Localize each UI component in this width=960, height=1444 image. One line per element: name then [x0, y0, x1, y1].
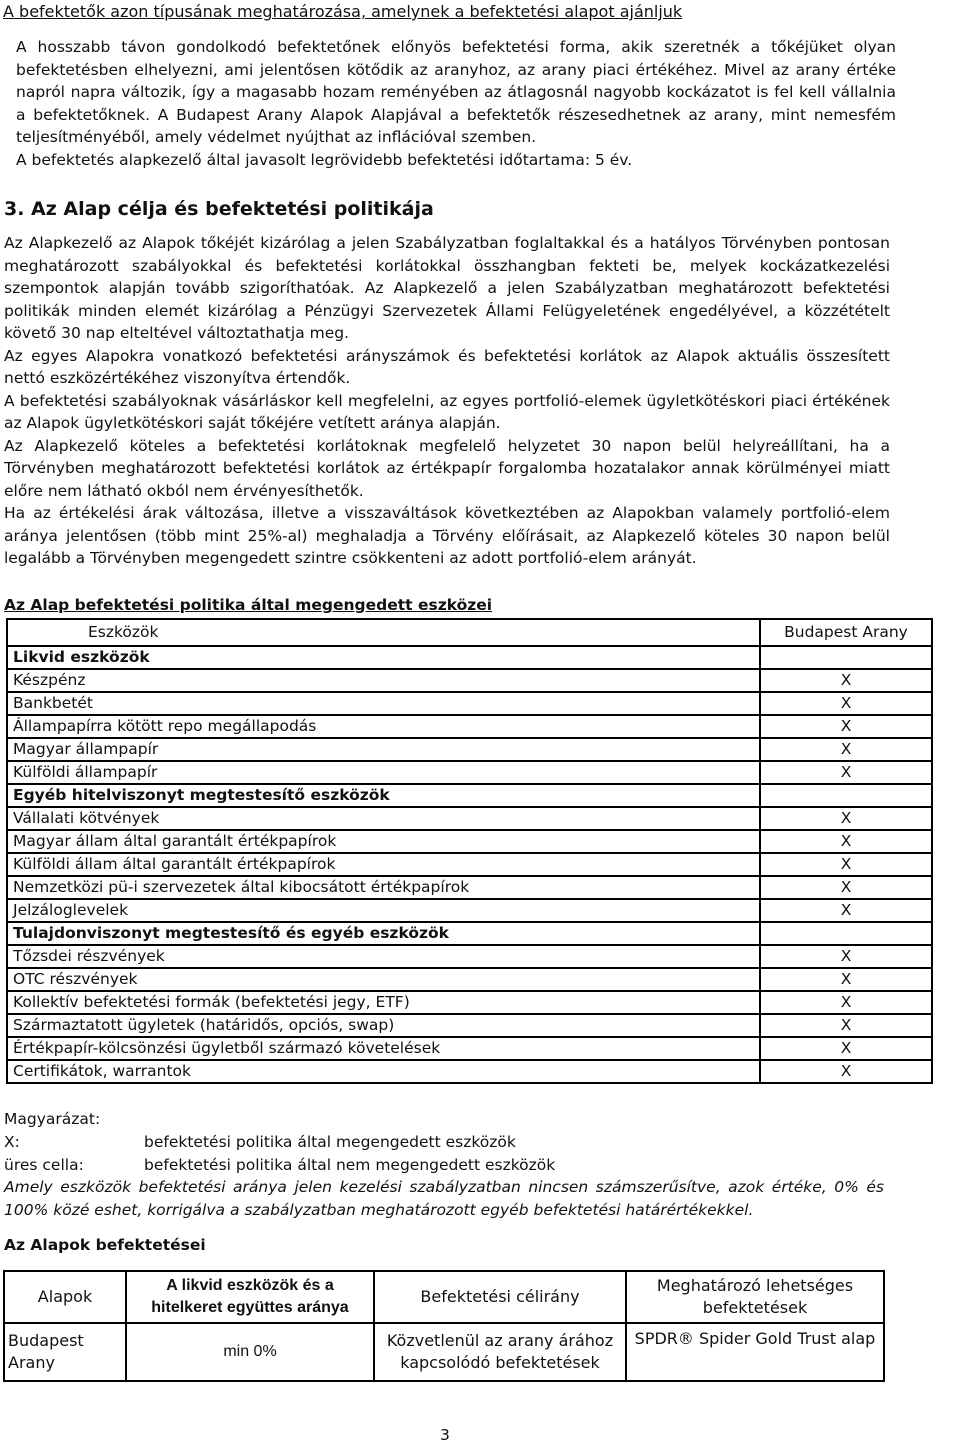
- allowed-mark: X: [760, 876, 932, 899]
- allowed-mark: X: [760, 1060, 932, 1083]
- asset-label: Kollektív befektetési formák (befektetési jegy, ETF): [7, 991, 760, 1014]
- header-cell-funds: Alapok: [4, 1271, 126, 1323]
- allowed-mark: X: [760, 761, 932, 784]
- funds-investments-table: [3, 1270, 885, 1382]
- asset-label: Állampapírra kötött repo megállapodás: [7, 715, 760, 738]
- legend-title: Magyarázat:: [4, 1110, 101, 1128]
- legend-item: [4, 1154, 555, 1176]
- header-cell-liquid-ratio: A likvid eszközök és a hitelkeret együttes aránya: [126, 1271, 374, 1323]
- allowed-mark: X: [760, 968, 932, 991]
- legend-key: X:: [4, 1133, 20, 1151]
- legend-key: üres cella:: [4, 1156, 84, 1174]
- asset-label: OTC részvények: [7, 968, 760, 991]
- header-cell-target: Befektetési célirány: [374, 1271, 626, 1323]
- table-header-row: [4, 1271, 884, 1323]
- asset-label: Magyar állampapír: [7, 738, 760, 761]
- table-row-category: [7, 784, 932, 807]
- table-header-row: [7, 619, 932, 646]
- table-row: [7, 738, 932, 761]
- table-row: [7, 692, 932, 715]
- header-cell-key-investments: Meghatározó lehetséges befektetések: [626, 1271, 884, 1323]
- table-row: [4, 1323, 884, 1381]
- asset-label: Nemzetközi pü-i szervezetek által kibocsátott értékpapírok: [7, 876, 760, 899]
- allowed-mark: [760, 922, 932, 945]
- legend-item: [4, 1131, 516, 1153]
- paragraph: Az egyes Alapokra vonatkozó befektetési arányszámok és befektetési korlátok az Alapok aktuális összesített nettó eszközértékéhez viszonyítva értendők.: [4, 346, 890, 387]
- paragraph: A befektetési szabályoknak vásárláskor kell megfelelni, az egyes portfolió-elemek ügyletkötéskori piaci értékének az Alapok ügyletkötéskori saját tőkéjére vetített aránya alapján.: [4, 391, 890, 432]
- category-label: Tulajdonviszonyt megtestesítő és egyéb eszközök: [7, 922, 760, 945]
- allowed-mark: X: [760, 738, 932, 761]
- table-row: [7, 1014, 932, 1037]
- allowed-mark: X: [760, 1037, 932, 1060]
- section-investor-type-body: [16, 36, 896, 171]
- table-row: [7, 715, 932, 738]
- table-row-category: [7, 646, 932, 669]
- asset-label: Tőzsdei részvények: [7, 945, 760, 968]
- header-cell-assets: Eszközök: [7, 619, 760, 646]
- allowed-mark: X: [760, 991, 932, 1014]
- paragraph: A befektetés alapkezelő által javasolt legrövidebb befektetési időtartama: 5 év.: [16, 150, 633, 169]
- table-row: [7, 807, 932, 830]
- asset-label: Készpénz: [7, 669, 760, 692]
- asset-label: Értékpapír-kölcsönzési ügyletből származó követelések: [7, 1037, 760, 1060]
- table-row: [7, 1037, 932, 1060]
- allowed-mark: X: [760, 830, 932, 853]
- permitted-assets-table: [6, 618, 933, 1084]
- asset-label: Vállalati kötvények: [7, 807, 760, 830]
- allowed-mark: X: [760, 715, 932, 738]
- page-number: 3: [440, 1426, 450, 1444]
- table-row: [7, 899, 932, 922]
- section-fund-policy-body: [4, 232, 890, 570]
- table-row: [7, 968, 932, 991]
- table-row: [7, 945, 932, 968]
- paragraph: Ha az értékelési árak változása, illetve a visszaváltások következtében az Alapokban valamely portfolió-elem aránya jelentősen (több mint 25%-al) meghaladja a Törvény előírásait, az Alapkezelő köteles 30 napon belül legalább a Törvényben megengedett szintre csökkenteni az adott portfolió-elem arányát.: [4, 504, 890, 567]
- table-row: [7, 830, 932, 853]
- asset-label: Külföldi állam által garantált értékpapírok: [7, 853, 760, 876]
- table-row-category: [7, 922, 932, 945]
- category-label: Egyéb hitelviszonyt megtestesítő eszközök: [7, 784, 760, 807]
- asset-label: Magyar állam által garantált értékpapírok: [7, 830, 760, 853]
- allowed-mark: [760, 784, 932, 807]
- section-heading-fund-policy: 3. Az Alap célja és befektetési politikája: [4, 198, 434, 220]
- legend-text: befektetési politika által nem megengedett eszközök: [144, 1156, 556, 1174]
- allowed-mark: X: [760, 807, 932, 830]
- asset-label: Származtatott ügyletek (határidős, opciós, swap): [7, 1014, 760, 1037]
- allowed-mark: X: [760, 853, 932, 876]
- legend-note: Amely eszközök befektetési aránya jelen kezelési szabályzatban nincsen számszerűsítve, azok értéke, 0% és 100% közé eshet, korrigálva a szabályzatban meghatározott egyéb befektetési határértékekkel.: [4, 1178, 884, 1219]
- allowed-mark: X: [760, 945, 932, 968]
- allowed-mark: X: [760, 692, 932, 715]
- asset-label: Certifikátok, warrantok: [7, 1060, 760, 1083]
- legend-text: befektetési politika által megengedett eszközök: [144, 1133, 516, 1151]
- asset-label: Külföldi állampapír: [7, 761, 760, 784]
- asset-label: Bankbetét: [7, 692, 760, 715]
- paragraph: Az Alapkezelő köteles a befektetési korlátoknak megfelelő helyzetet 30 napon belül helyreállítani, ha a Törvényben meghatározott befektetési korlátok az értékpapír forgalomba hozatalakor annak körülményei miatt előre nem látható okból nem érvényesíthetők.: [4, 436, 890, 500]
- assets-table-title: Az Alap befektetési politika által megengedett eszközei: [4, 596, 493, 614]
- table-row: [7, 876, 932, 899]
- section-title-investor-type: A befektetők azon típusának meghatározása, amelynek a befektetési alapot ajánljuk: [3, 2, 683, 21]
- table-row: [7, 991, 932, 1014]
- asset-label: Jelzáloglevelek: [7, 899, 760, 922]
- table-row: [7, 1060, 932, 1083]
- table-row: [7, 853, 932, 876]
- key-investment-value: SPDR® Spider Gold Trust alap: [626, 1323, 884, 1381]
- allowed-mark: X: [760, 899, 932, 922]
- allowed-mark: X: [760, 669, 932, 692]
- fund-name: Budapest Arany: [4, 1323, 126, 1381]
- category-label: Likvid eszközök: [7, 646, 760, 669]
- allowed-mark: X: [760, 1014, 932, 1037]
- allowed-mark: [760, 646, 932, 669]
- table-row: [7, 761, 932, 784]
- header-cell-fund: Budapest Arany: [760, 619, 932, 646]
- funds-table-title: Az Alapok befektetései: [4, 1236, 206, 1254]
- paragraph: A hosszabb távon gondolkodó befektetőnek előnyös befektetési forma, akik szeretnék a tőkéjüket olyan befektetésben elhelyezni, ami jelentősen kötődik az aranyhoz, az arany piaci értékéhez. Mivel az arany értéke napról napra változik, így a magasabb hozam reményében az átlagosnál nagyobb kockázatot is fel kell vállalnia a befektetőknek. A Budapest Arany Alapok Alapjával a befektetők részesedhetnek az arany, mint nemesfém teljesítményéből, amely védelmet nyújthat az inflációval szemben.: [16, 38, 896, 146]
- table-row: [7, 669, 932, 692]
- paragraph: Az Alapkezelő az Alapok tőkéjét kizárólag a jelen Szabályzatban foglaltakkal és a hatályos Törvényben pontosan meghatározott szabályokkal és befektetési korlátokkal összhangban fekteti be, melyek kockázatkezelési szempontok alapján tovább szigoríthatóak. Az Alapkezelő a jelen Szabályzatban meghatározott befektetési politikák minden elemét kizárólag a Pénzügyi Szervezetek Állami Felügyeletének engedélyével, a közzétételt követő 30 nap elteltével változtathatja meg.: [4, 234, 890, 342]
- liquid-ratio-value: min 0%: [126, 1323, 374, 1381]
- target-value: Közvetlenül az arany árához kapcsolódó befektetések: [374, 1323, 626, 1381]
